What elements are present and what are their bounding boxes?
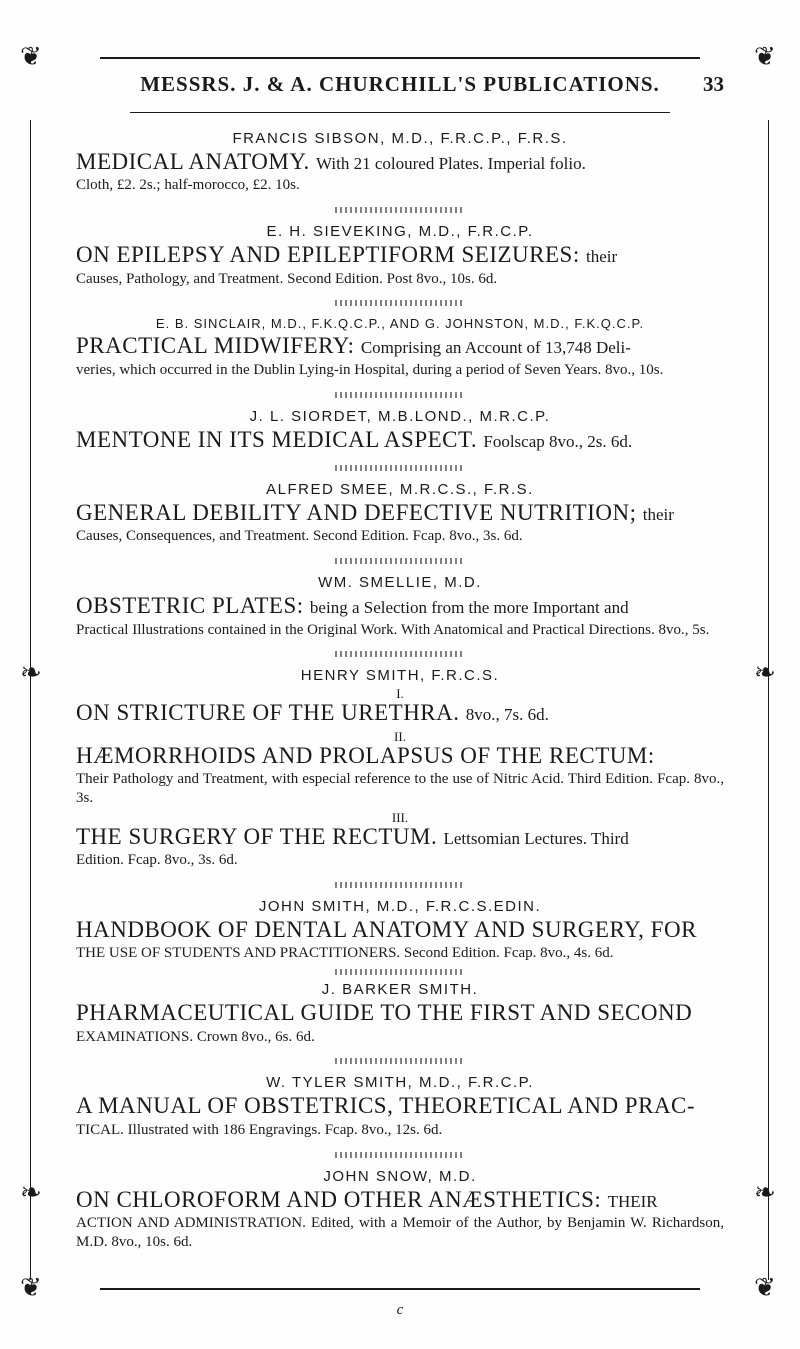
fleuron-icon: ❦: [20, 42, 42, 71]
entry-sinclair-johnston: [76, 316, 724, 379]
entry-smee: [76, 481, 724, 546]
author: J. BARKER SMITH.: [321, 981, 479, 999]
running-header: MESSRS. J. & A. CHURCHILL'S PUBLICATIONS.: [140, 72, 660, 96]
title: THE SURGERY OF THE RECTUM. Lettsomian Lectures. Third: [76, 823, 629, 849]
divider: [335, 207, 465, 213]
title: OBSTETRIC PLATES: being a Selection from the more Important and: [76, 593, 629, 619]
fleuron-icon: ❦: [754, 42, 776, 71]
entry-barker-smith: [76, 981, 724, 1046]
fleuron-icon: ❧: [20, 1178, 42, 1207]
author: WM. SMELLIE, M.D.: [318, 574, 482, 592]
numeral: II.: [394, 728, 406, 744]
title: ON CHLOROFORM AND OTHER ANÆSTHETICS: THEIR: [76, 1186, 658, 1212]
description: Edition. Fcap. 8vo., 3s. 6d.: [76, 852, 238, 869]
numeral: III.: [391, 809, 409, 825]
entry-siordet: [76, 408, 724, 453]
fleuron-icon: ❧: [754, 1178, 776, 1207]
title: GENERAL DEBILITY AND DEFECTIVE NUTRITION; their: [76, 500, 674, 525]
title: A MANUAL OF OBSTETRICS, THEORETICAL AND PRAC-: [76, 1093, 696, 1119]
entry-smellie: [76, 574, 724, 639]
divider: [335, 558, 465, 564]
divider: [335, 300, 465, 306]
entry-sieveking: [76, 223, 724, 288]
fleuron-icon: ❧: [20, 658, 42, 687]
author: FRANCIS SIBSON, M.D., F.R.C.P., F.R.S.: [232, 130, 568, 147]
divider: [335, 392, 465, 398]
author: J. L. SIORDET, M.B.LOND., M.R.C.P.: [249, 407, 551, 425]
description: Causes, Consequences, and Treatment. Second Edition. Fcap. 8vo., 3s. 6d.: [76, 528, 523, 545]
author: JOHN SMITH, M.D., F.R.C.S.EDIN.: [258, 897, 542, 915]
numeral: I.: [396, 686, 404, 702]
title: PRACTICAL MIDWIFERY: Comprising an Account of 13,748 Deli-: [76, 333, 631, 359]
title: HANDBOOK OF DENTAL ANATOMY AND SURGERY, FOR: [76, 916, 697, 942]
catalogue: [76, 130, 724, 1251]
description: Their Pathology and Treatment, with especial reference to the use of Nitric Acid. Third Edition. Fcap. 8vo., 3s.: [76, 771, 724, 806]
title: HÆMORRHOIDS AND PROLAPSUS OF THE RECTUM:: [76, 742, 655, 768]
divider: [335, 651, 465, 657]
right-rule: [768, 120, 769, 1280]
entry-henry-smith: [76, 667, 724, 870]
title: MENTONE IN ITS MEDICAL ASPECT. Foolscap 8vo., 2s. 6d.: [76, 426, 633, 452]
author: ALFRED SMEE, M.R.C.S., F.R.S.: [266, 481, 534, 498]
entry-john-smith: [76, 898, 724, 963]
title: ON STRICTURE OF THE URETHRA. 8vo., 7s. 6d.: [76, 700, 549, 726]
description: EXAMINATIONS. Crown 8vo., 6s. 6d.: [76, 1028, 315, 1045]
divider: [335, 465, 465, 471]
divider: [335, 969, 465, 975]
page-number: 33: [703, 72, 724, 96]
description: ACTION AND ADMINISTRATION. Edited, with a Memoir of the Author, by Benjamin W. Richardson, M.D. 8vo., 10s. 6d.: [76, 1214, 724, 1250]
author: W. TYLER SMITH, M.D., F.R.C.P.: [266, 1074, 534, 1092]
fleuron-icon: ❧: [754, 658, 776, 687]
bottom-rule: [100, 1288, 700, 1290]
description: Cloth, £2. 2s.; half-morocco, £2. 10s.: [76, 177, 300, 194]
top-rule: [100, 57, 700, 59]
entry-snow: [76, 1168, 724, 1252]
left-rule: [30, 120, 31, 1280]
description: Practical Illustrations contained in the Original Work. With Anatomical and Practical Directions. 8vo., 5s.: [76, 621, 710, 638]
author: HENRY SMITH, F.R.C.S.: [300, 667, 500, 685]
description: Causes, Pathology, and Treatment. Second Edition. Post 8vo., 10s. 6d.: [76, 270, 498, 287]
description: THE USE OF STUDENTS AND PRACTITIONERS. Second Edition. Fcap. 8vo., 4s. 6d.: [76, 945, 614, 962]
entry-sibson: [76, 130, 724, 195]
title: MEDICAL ANATOMY. With 21 coloured Plates. Imperial folio.: [76, 149, 586, 174]
author: JOHN SNOW, M.D.: [323, 1167, 477, 1185]
author: E. B. SINCLAIR, M.D., F.K.Q.C.P., AND G. JOHNSTON, M.D., F.K.Q.C.P.: [155, 316, 645, 332]
description: TICAL. Illustrated with 186 Engravings. Fcap. 8vo., 12s. 6d.: [76, 1121, 443, 1138]
divider: [335, 1152, 465, 1158]
entry-tyler-smith: [76, 1074, 724, 1139]
title: ON EPILEPSY AND EPILEPTIFORM SEIZURES: their: [76, 242, 618, 268]
divider: [335, 882, 465, 888]
top-rule-thin: [130, 112, 670, 113]
fleuron-icon: ❦: [754, 1273, 776, 1302]
divider: [335, 1058, 465, 1064]
description: veries, which occurred in the Dublin Lying-in Hospital, during a period of Seven Years. 8vo., 10s.: [76, 361, 664, 378]
title: PHARMACEUTICAL GUIDE TO THE FIRST AND SECOND: [76, 1000, 693, 1026]
signature-mark: c: [396, 1302, 404, 1318]
author: E. H. SIEVEKING, M.D., F.R.C.P.: [266, 223, 534, 241]
fleuron-icon: ❦: [20, 1273, 42, 1302]
